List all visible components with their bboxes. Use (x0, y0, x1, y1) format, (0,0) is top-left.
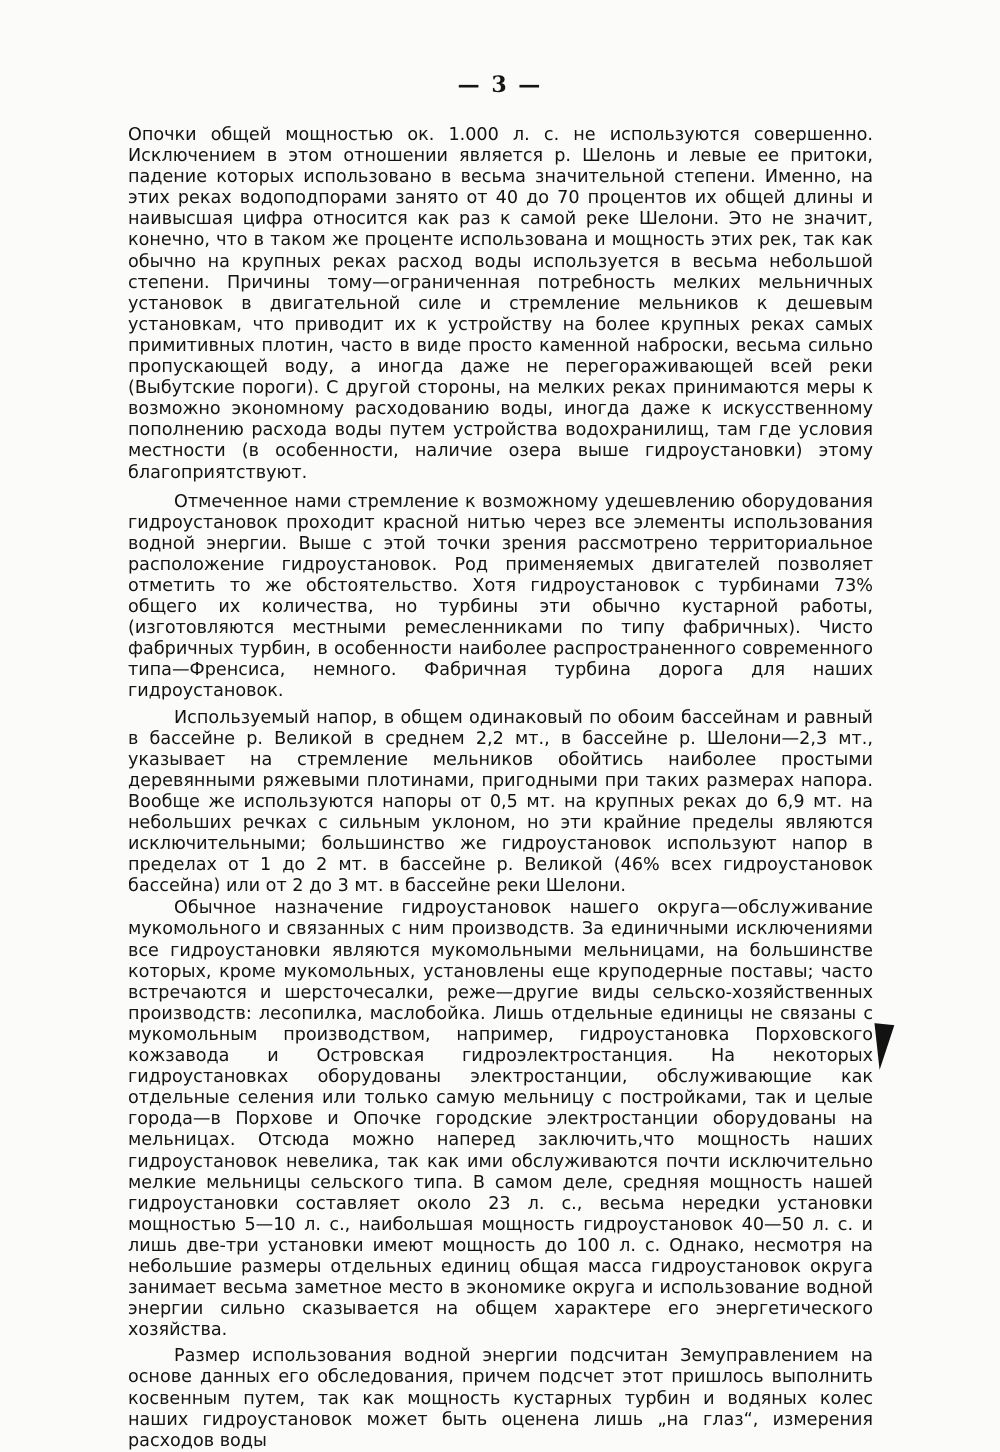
paragraph-4: Обычное назначение гидроустановок нашего округа—обслуживание мукомольного и связанных с ним производств. За единичными исключениями все гидроустановки являются мукомольными мельницами, на большинстве которых, кроме мукомольных, установлены еще круподерные поставы; часто встречаются и шерсточесалки, реже—другие виды сельско-хозяйственных производств: лесопилка, маслобойка. Лишь отдельные единицы не связаны с мукомольным производством, например, гидроустановка Порховского кожзавода и Островская гидроэлектростанция. На некоторых гидроустановках оборудованы электростанции, обслуживающие как отдельные селения или только самую мельницу с постройками, так и целые города—в Порхове и Опочке городские электростанции оборудованы на мельницах. Отсюда можно наперед заключить,что мощность наших гидроустановок невелика, так как ими обслуживаются почти исключительно мелкие мельницы сельского типа. В самом деле, средняя мощность нашей гидроустановки составляет около 23 л. с., весьма нередки установки мощностью 5—10 л. с., наибольшая мощность гидроустановок 40—50 л. с. и лишь две-три установки имеют мощность до 100 л. с. Однако, несмотря на небольшие размеры отдельных единиц общая масса гидроустановок округа занимает весьма заметное место в экономике округа и использование водной энергии сильно сказывается на общем характере его энергетического хозяйства. (128, 898, 873, 1341)
body-text (128, 125, 873, 1452)
ink-blot-mark (870, 1023, 895, 1071)
page-number: — 3 — (457, 72, 543, 98)
paragraph-5: Размер использования водной энергии подсчитан Земуправлением на основе данных его обследования, причем подсчет этот пришлось выполнить косвенным путем, так как мощность кустарных турбин и водяных колес наших гидроустановок может быть оценена лишь „на глаз“, измерения расходов воды (128, 1346, 873, 1451)
paragraph-1: Опочки общей мощностью ок. 1.000 л. с. не используются совершенно. Исключением в этом отношении является р. Шелонь и левые ее притоки, падение которых использовано в весьма значительной степени. Именно, на этих реках водоподпорами занято от 40 до 70 процентов их общей длины и наивысшая цифра относится как раз к самой реке Шелони. Это не значит, конечно, что в таком же проценте использована и мощность этих рек, так как обычно на крупных реках расход воды используется в весьма небольшой степени. Причины тому—ограниченная потребность мелких мельничных установок в двигательной силе и стремление мельников к дешевым установкам, что приводит их к устройству на более крупных реках самых примитивных плотин, часто в виде просто каменной наброски, весьма сильно пропускающей воду, а иногда даже не перегораживающей всей реки (Выбутские пороги). С другой стороны, на мелких реках принимаются меры к возможно экономному расходованию воды, иногда даже к искусственному пополнению расхода воды путем устройства водохранилищ, там где условия местности (в особенности, наличие озера выше гидроустановки) этому благоприятствуют. (128, 125, 873, 483)
paragraph-2: Отмеченное нами стремление к возможному удешевлению оборудования гидроустановок проходит красной нитью через все элементы использования водной энергии. Выше с этой точки зрения рассмотрено территориальное расположение гидроустановок. Род применяемых двигателей позволяет отметить то же обстоятельство. Хотя гидроустановок с турбинами 73% общего их количества, но турбины эти обычно кустарной работы, (изготовляются местными ремесленниками по типу фабричных). Чисто фабричных турбин, в особенности наиболее распространенного современного типа—Френсиса, немного. Фабричная турбина дорога для наших гидроустановок. (128, 491, 873, 702)
paragraph-3: Используемый напор, в общем одинаковый по обоим бассейнам и равный в бассейне р. Великой в среднем 2,2 мт., в бассейне р. Шелони—2,3 мт., указывает на стремление мельников обойтись наиболее простыми деревянными ряжевыми плотинами, пригодными при таких размерах напора. Вообще же используются напоры от 0,5 мт. на крупных реках до 6,9 мт. на небольших речках с сильным уклоном, но эти крайние пределы являются исключительными; большинство же гидроустановок используют напор в пределах от 1 до 2 мт. в бассейне р. Великой (46% всех гидроустановок бассейна) или от 2 до 3 мт. в бассейне реки Шелони. (128, 707, 873, 897)
